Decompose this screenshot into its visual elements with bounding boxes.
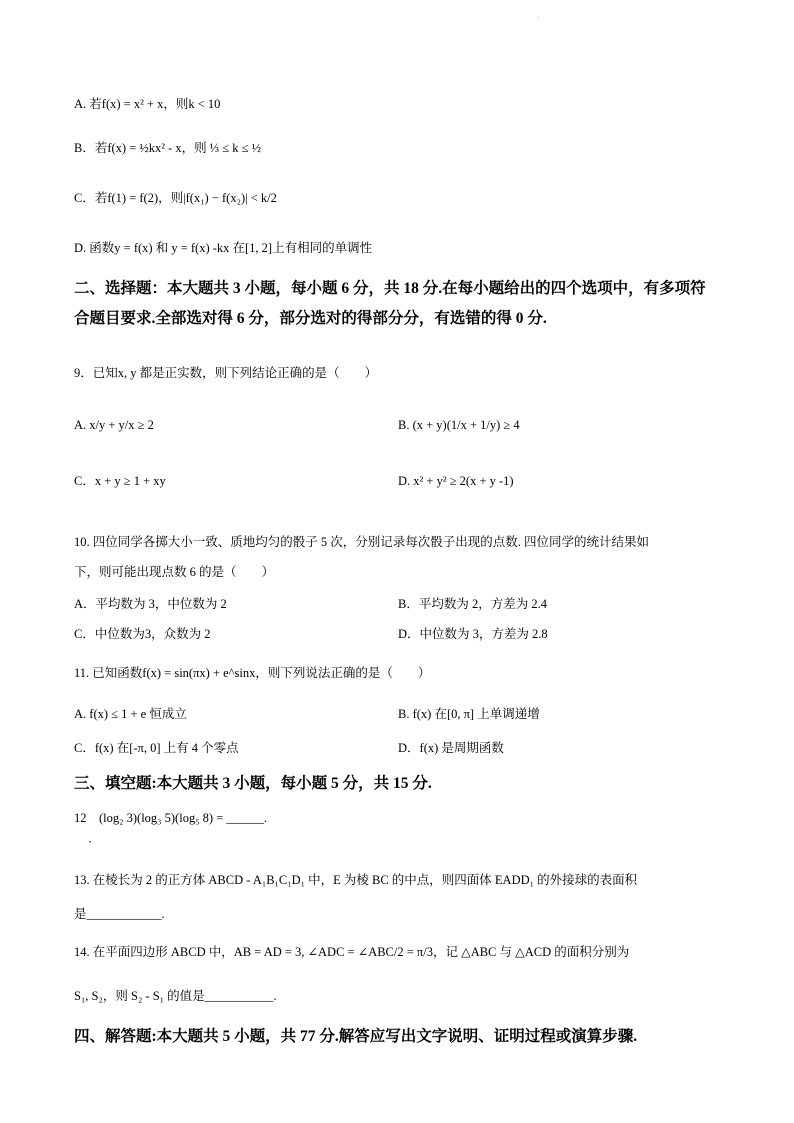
q9-option-d: D. x² + y² ≥ 2(x + y -1) [398,474,514,488]
section2-heading-line2: 合题目要求.全部选对得 6 分，部分选对的得部分分，有选错的得 0 分. [74,310,547,327]
section2-heading-line1: 二、选择题：本大题共 3 小题，每小题 6 分，共 18 分.在每小题给出的四个选项中，有多项符 [74,280,706,297]
stray-dot: · [88,835,93,849]
section4-heading: 四、解答题:本大题共 5 小题，共 77 分.解答应写出文字说明、证明过程或演算步骤. [74,1028,638,1045]
q9-option-a: A. x/y + y/x ≥ 2 [74,418,154,432]
q14-line1: 14. 在平面四边形 ABCD 中，AB = AD = 3, ∠ADC = ∠ABC/2 = π/3，记 △ABC 与 △ACD 的面积分别为 [74,945,630,959]
q10-option-d: D．中位数为 3，方差为 2.8 [398,627,548,641]
q10-stem-line2: 下，则可能出现点数 6 的是（ ） [74,565,275,579]
q9-stem: 9．已知x, y 都是正实数，则下列结论正确的是（ ） [74,366,378,380]
q11-option-d: D．f(x) 是周期函数 [398,741,504,755]
q10-option-c: C．中位数为3，众数为 2 [74,627,211,641]
q9-option-b: B. (x + y)(1/x + 1/y) ≥ 4 [398,418,520,432]
q11-option-c: C．f(x) 在[-π, 0] 上有 4 个零点 [74,741,239,755]
q8-option-a: A. 若f(x) = x² + x，则k < 10 [74,97,221,111]
q8-option-c: C．若f(1) = f(2)，则|f(x₁) − f(x₂)| < k/2 [74,191,277,205]
section3-heading: 三、填空题:本大题共 3 小题，每小题 5 分，共 15 分. [74,775,432,792]
q12-text: 12 (log₂ 3)(log₃ 5)(log₅ 8) = ______. [74,811,268,825]
q10-option-b: B．平均数为 2，方差为 2.4 [398,597,547,611]
q11-stem: 11. 已知函数f(x) = sin(πx) + e^sinx，则下列说法正确的是（ ） [74,666,431,680]
q14-line2: S₁, S₂，则 S₂ - S₁ 的值是___________. [74,989,277,1003]
q11-option-b: B. f(x) 在[0, π] 上单调递增 [398,707,540,721]
q11-option-a: A. f(x) ≤ 1 + e 恒成立 [74,707,187,721]
q8-option-d: D. 函数y = f(x) 和 y = f(x) -kx 在[1, 2]上有相同的单调性 [74,241,373,255]
q9-option-c: C．x + y ≥ 1 + xy [74,474,166,488]
q10-stem-line1: 10. 四位同学各掷大小一致、质地均匀的骰子 5 次，分别记录每次骰子出现的点数. 四位同学的统计结果如 [74,535,650,549]
corner-mark: · [537,14,540,23]
q13-line1: 13. 在棱长为 2 的正方体 ABCD - A₁B₁C₁D₁ 中，E 为棱 BC 的中点，则四面体 EADD₁ 的外接球的表面积 [74,873,638,887]
q10-option-a: A．平均数为 3，中位数为 2 [74,597,227,611]
q13-line2: 是____________. [74,907,165,921]
q8-option-b: B．若f(x) = ½kx² - x，则 ⅓ ≤ k ≤ ½ [74,141,262,155]
